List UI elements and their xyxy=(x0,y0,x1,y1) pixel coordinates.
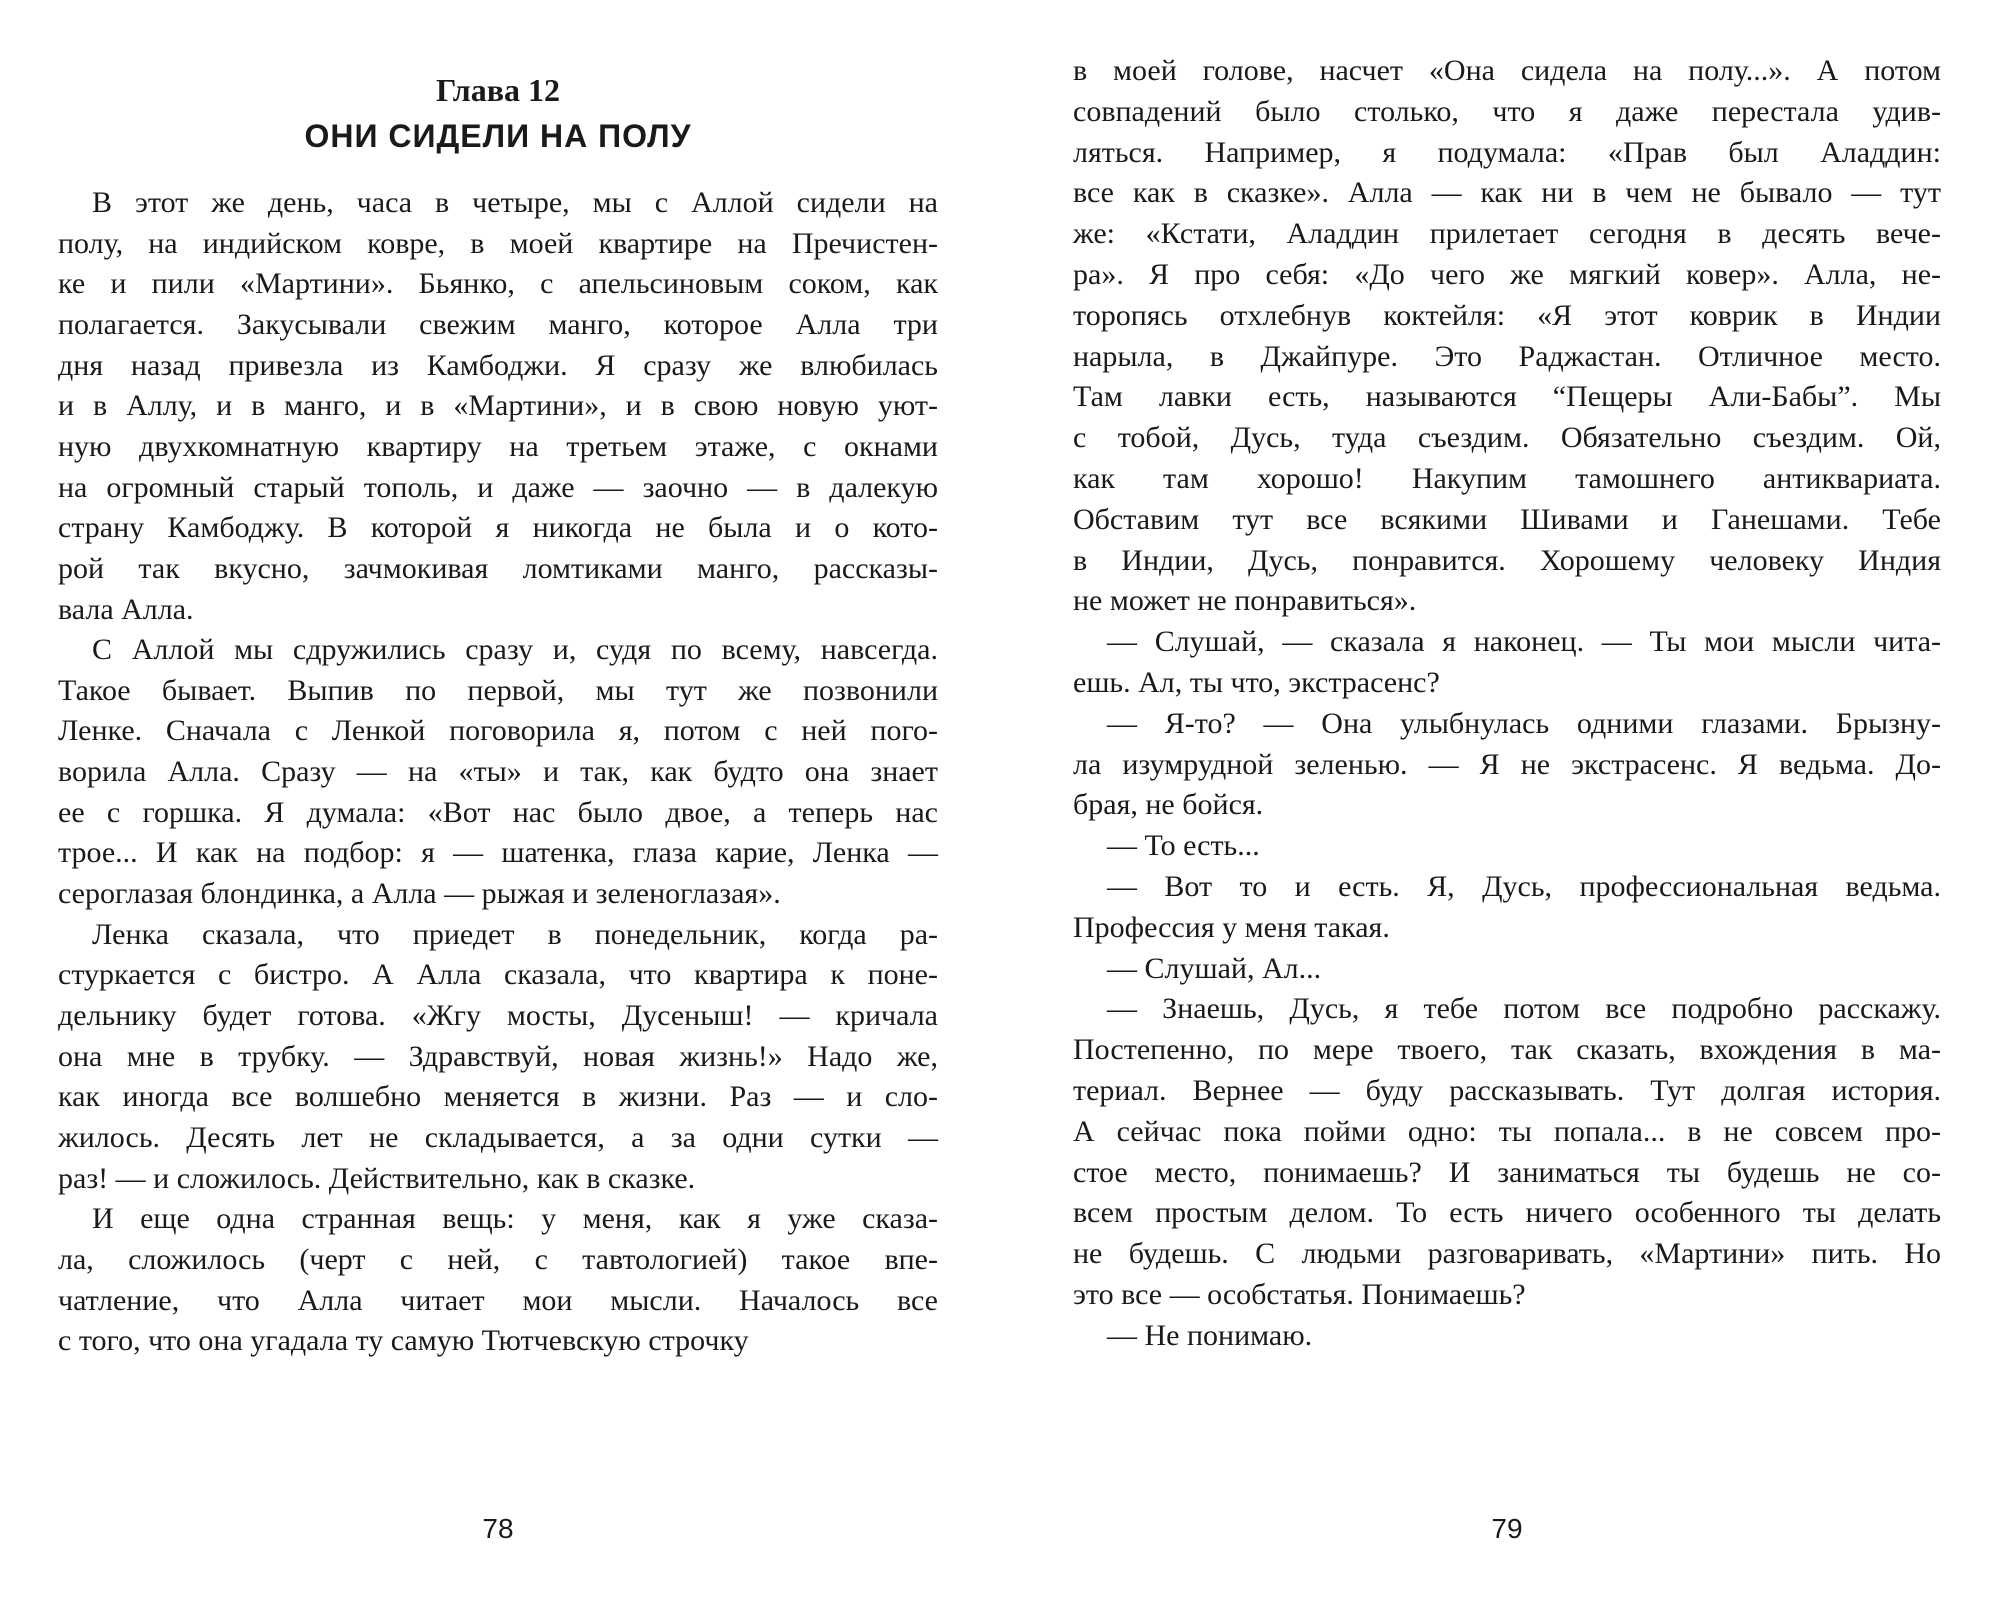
text-line: с того, что она угадала ту самую Тютчевскую строчку xyxy=(58,1324,749,1358)
text-line: ее с горшка. Я думала: «Вот нас было двое, а теперь нас xyxy=(58,795,938,829)
text-line: И еще одна странная вещь: у меня, как я уже сказа- xyxy=(92,1202,938,1236)
text-line: ра». Я про себя: «До чего же мягкий ковер». Алла, не- xyxy=(1073,258,1941,291)
text-line: дельнику будет готова. «Жгу мосты, Дусеныш! — кричала xyxy=(58,999,938,1032)
text-line: Обставим тут все всякими Шивами и Ганешами. Тебе xyxy=(1073,502,1941,536)
text-line: В этот же день, часа в четыре, мы с Аллой сидели на xyxy=(92,186,938,219)
text-line: полагается. Закусывали свежим манго, которое Алла три xyxy=(58,307,938,341)
text-line: С Аллой мы сдружились сразу и, судя по всему, навсегда. xyxy=(92,633,938,667)
page-number-left: 78 xyxy=(482,1513,514,1544)
text-line: торопясь отхлебнув коктейля: «Я этот коврик в Индии xyxy=(1073,298,1941,332)
text-line: совпадений было столько, что я даже перестала удив- xyxy=(1073,94,1941,128)
text-line: ную двухкомнатную квартиру на третьем этаже, с окнами xyxy=(58,429,938,463)
text-line: стое место, понимаешь? И заниматься ты будешь не со- xyxy=(1073,1155,1941,1189)
text-line: — Слушай, — сказала я наконец. — Ты мои мысли чита- xyxy=(1107,625,1941,659)
text-line: в Индии, Дусь, понравится. Хорошему человеку Индия xyxy=(1073,543,1941,577)
text-line: — Вот то и есть. Я, Дусь, профессиональная ведьма. xyxy=(1107,870,1941,903)
chapter-title: ОНИ СИДЕЛИ НА ПОЛУ xyxy=(304,118,692,154)
text-line: это все — особстатья. Понимаешь? xyxy=(1073,1278,1526,1311)
text-line: же: «Кстати, Аладдин прилетает сегодня в десять вече- xyxy=(1073,217,1941,251)
text-line: стуркается с бистро. А Алла сказала, что квартира к поне- xyxy=(58,958,938,992)
text-line: вала Алла. xyxy=(58,592,194,626)
text-line: сероглазая блондинка, а Алла — рыжая и зеленоглазая». xyxy=(58,877,781,911)
right-page xyxy=(1073,0,1941,1603)
text-line: ворила Алла. Сразу — на «ты» и так, как будто она знает xyxy=(58,755,938,789)
text-line: — Не понимаю. xyxy=(1107,1318,1313,1352)
text-line: дня назад привезла из Камбоджи. Я сразу же влюбилась xyxy=(58,348,938,382)
text-line: не будешь. С людьми разговаривать, «Мартини» пить. Но xyxy=(1073,1237,1941,1271)
text-line: жилось. Десять лет не складывается, а за одни сутки — xyxy=(58,1120,938,1154)
text-line: полу, на индийском ковре, в моей квартире на Пречистен- xyxy=(58,226,938,260)
text-line: — Я-то? — Она улыбнулась одними глазами. Брызну- xyxy=(1107,706,1941,740)
text-line: брая, не бойся. xyxy=(1073,788,1264,822)
text-line: А сейчас пока пойми одно: ты попала... в не совсем про- xyxy=(1073,1114,1941,1148)
text-line: страну Камбоджу. В которой я никогда не была и о кото- xyxy=(58,511,938,545)
text-line: рой так вкусно, зачмокивая ломтиками манго, рассказы- xyxy=(58,551,938,585)
text-line: и в Аллу, и в манго, и в «Мартини», и в свою новую уют- xyxy=(58,389,938,423)
text-line: Профессия у меня такая. xyxy=(1073,910,1390,944)
text-line: — Знаешь, Дусь, я тебе потом все подробно расскажу. xyxy=(1107,992,1941,1026)
text-line: раз! — и сложилось. Действительно, как в сказке. xyxy=(58,1161,696,1195)
text-line: на огромный старый тополь, и даже — заочно — в далекую xyxy=(58,470,938,504)
text-line: с тобой, Дусь, туда съездим. Обязательно съездим. Ой, xyxy=(1073,421,1941,455)
text-line: ешь. Ал, ты что, экстрасенс? xyxy=(1073,666,1440,699)
text-line: чатление, что Алла читает мои мысли. Началось все xyxy=(58,1283,938,1317)
text-line: — То есть... xyxy=(1107,829,1260,863)
text-line: как там хорошо! Накупим тамошнего антиквариата. xyxy=(1073,462,1941,495)
text-line: Постепенно, по мере твоего, так сказать, вхождения в ма- xyxy=(1073,1033,1941,1067)
text-line: ке и пили «Мартини». Бьянко, с апельсиновым соком, как xyxy=(58,267,938,301)
text-line: Ленка сказала, что приедет в понедельник, когда ра- xyxy=(92,917,938,951)
text-line: Такое бывает. Выпив по первой, мы тут же позвонили xyxy=(58,673,938,707)
text-line: териал. Вернее — буду рассказывать. Тут долгая история. xyxy=(1073,1074,1941,1107)
text-line: ла изумрудной зеленью. — Я не экстрасенс. Я ведьма. До- xyxy=(1073,747,1941,781)
text-line: всем простым делом. То есть ничего особенного ты делать xyxy=(1073,1196,1941,1230)
text-line: не может не понравиться». xyxy=(1073,584,1417,618)
page-number-right: 79 xyxy=(1491,1513,1523,1544)
left-page xyxy=(58,0,938,1603)
text-line: Ленке. Сначала с Ленкой поговорила я, потом с ней пого- xyxy=(58,714,938,748)
text-line: — Слушай, Ал... xyxy=(1107,951,1322,985)
chapter-number: Глава 12 xyxy=(436,72,560,108)
text-line: Там лавки есть, называются “Пещеры Али-Бабы”. Мы xyxy=(1073,380,1941,414)
text-line: трое... И как на подбор: я — шатенка, глаза карие, Ленка — xyxy=(58,836,938,870)
text-line: все как в сказке». Алла — как ни в чем не бывало — тут xyxy=(1073,176,1941,210)
text-line: как иногда все волшебно меняется в жизни. Раз — и сло- xyxy=(58,1080,938,1114)
text-line: она мне в трубку. — Здравствуй, новая жизнь!» Надо же, xyxy=(58,1039,938,1073)
text-line: в моей голове, насчет «Она сидела на полу...». А потом xyxy=(1073,54,1941,87)
text-line: нарыла, в Джайпуре. Это Раджастан. Отличное место. xyxy=(1073,339,1941,373)
text-line: ляться. Например, я подумала: «Прав был Аладдин: xyxy=(1073,135,1941,169)
text-line: ла, сложилось (черт с ней, с тавтологией) такое впе- xyxy=(58,1242,938,1276)
